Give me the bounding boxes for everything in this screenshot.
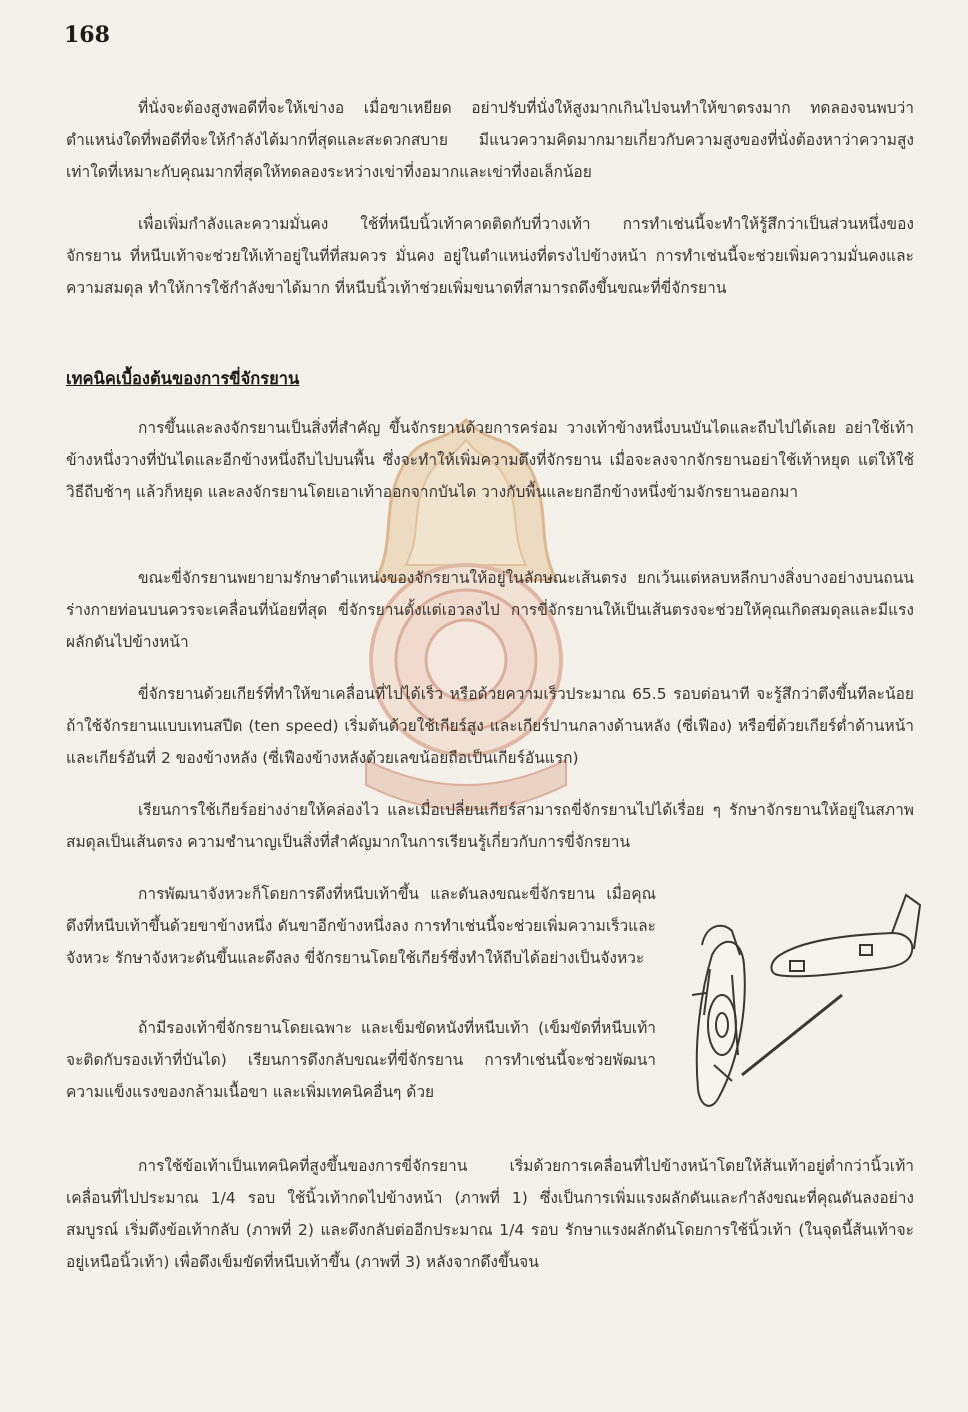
paragraph-rhythm: การพัฒนาจังหวะก็โดยการดึงที่หนีบเท้าขึ้น และดันลงขณะขี่จักรยาน เมื่อคุณดึงที่หนีบเท้าขึ้นด้วยขาข้างหนึ่ง ดันขาอีกข้างหนึ่งลง การทำเช่นนี้จะช่วยเพิ่มความเร็วและจังหวะ รักษาจังหวะดันขึ้นและดึงลง ขี่จักรยานโดยใช้เกียร์ซึ่งทำให้ถีบได้อย่างเป็นจังหวะ [66,885,656,967]
paragraph-seat-height: ที่นั่งจะต้องสูงพอดีที่จะให้เข่างอ เมื่อขาเหยียด อย่าปรับที่นั่งให้สูงมากเกินไปจนทำให้ขาตรงมาก ทดลองจนพบว่าตำแหน่งใดที่พอดีที่จะให้กำลังได้มากที่สุดและสะดวกสบาย มีแนวความคิดมากมายเกี่ยวกับความสูงของที่นั่งต้องหาว่าความสูงเท่าใดที่เหมาะกับคุณมากที่สุดให้ทดลองระหว่างเข่าที่งอมากและเข่าที่งอเล็กน้อย [66,99,914,181]
paragraph-mount: การขึ้นและลงจักรยานเป็นสิ่งที่สำคัญ ขึ้นจักรยานด้วยการคร่อม วางเท้าข้างหนึ่งบนบันไดและถีบไปได้เลย อย่าใช้เท้าข้างหนึ่งวางที่บันไดและอีกข้างหนึ่งถีบไปบนพื้น ซึ่งจะทำให้เพิ่มความตึงที่จักรยาน เมื่อจะลงจากจักรยานอย่าใช้เท้าหยุด แต่ให้ใช้วิธีถีบช้าๆ แล้วก็หยุด และลงจักรยานโดยเอาเท้าออกจากบันได วางกับพื้นและยกอีกข้างหนึ่งข้ามจักรยานออกมา [66,419,914,501]
section-heading: เทคนิคเบื้องต้นของการขี่จักรยาน [66,369,300,388]
pedal-illustration [692,875,924,1127]
paragraph-cycling-shoes: ถ้ามีรองเท้าขี่จักรยานโดยเฉพาะ และเข็มขัดหนังที่หนีบเท้า (เข็มขัดที่หนีบเท้าจะติดกับรองเท้าที่บันได) เรียนการดึงกลับขณะที่ขี่จักรยาน การทำเช่นนี้จะช่วยพัฒนาความแข็งแรงของกล้ามเนื้อขา และเพิ่มเทคนิคอื่นๆ ด้วย [66,1019,656,1101]
page-number: 168 [64,22,110,48]
paragraph-straight-line: ขณะขี่จักรยานพยายามรักษาตำแหน่งของจักรยานให้อยู่ในลักษณะเส้นตรง ยกเว้นแต่หลบหลีกบางสิ่งบางอย่างบนถนน ร่างกายท่อนบนควรจะเคลื่อนที่น้อยที่สุด ขี่จักรยานตั้งแต่เอวลงไป การขี่จักรยานให้เป็นเส้นตรงจะช่วยให้คุณเกิดสมดุลและมีแรงผลักดันไปข้างหน้า [66,569,914,651]
paragraph-ankling: การใช้ข้อเท้าเป็นเทคนิคที่สูงขึ้นของการขี่จักรยาน เริ่มด้วยการเคลื่อนที่ไปข้างหน้าโดยให้ส้นเท้าอยู่ต่ำกว่านิ้วเท้า เคลื่อนที่ไปประมาณ 1/4 รอบ ใช้นิ้วเท้ากดไปข้างหน้า (ภาพที่ 1) ซึ่งเป็นการเพิ่มแรงผลักดันและกำลังขณะที่คุณดันลงอย่างสมบูรณ์ เริ่มดึงข้อเท้ากลับ (ภาพที่ 2) และดึงกลับต่ออีกประมาณ 1/4 รอบ รักษาแรงผลักดันโดยการใช้นิ้วเท้า (ในจุดนี้ส้นเท้าจะอยู่เหนือนิ้วเท้า) เพื่อดึงเข็มขัดที่หนีบเท้าขึ้น (ภาพที่ 3) หลังจากดึงขึ้นจน [66,1157,914,1271]
paragraph-gears: ขี่จักรยานด้วยเกียร์ที่ทำให้ขาเคลื่อนที่ไปได้เร็ว หรือด้วยความเร็วประมาณ 65.5 รอบต่อนาที จะรู้สึกว่าตึงขึ้นทีละน้อย ถ้าใช้จักรยานแบบเทนสปีด (ten speed) เริ่มต้นด้วยใช้เกียร์สูง และเกียร์ปานกลางด้านหลัง (ซี่เฟือง) หรือขี่ด้วยเกียร์ต่ำด้านหน้า และเกียร์อันที่ 2 ของข้างหลัง (ซี่เฟืองข้างหลังด้วยเลขน้อยถือเป็นเกียร์อันแรก) [66,685,914,767]
paragraph-gear-practice: เรียนการใช้เกียร์อย่างง่ายให้คล่องไว และเมื่อเปลี่ยนเกียร์สามารถขี่จักรยานไปได้เรื่อย ๆ รักษาจักรยานให้อยู่ในสภาพสมดุลเป็นเส้นตรง ความชำนาญเป็นสิ่งที่สำคัญมากในการเรียนรู้เกี่ยวกับการขี่จักรยาน [66,801,914,851]
paragraph-toe-clips: เพื่อเพิ่มกำลังและความมั่นคง ใช้ที่หนีบนิ้วเท้าคาดติดกับที่วางเท้า การทำเช่นนี้จะทำให้รู้สึกว่าเป็นส่วนหนึ่งของจักรยาน ที่หนีบเท้าจะช่วยให้เท้าอยู่ในที่ที่สมควร มั่นคง อยู่ในตำแหน่งที่ตรงไปข้างหน้า การทำเช่นนี้จะช่วยเพิ่มความมั่นคงและความสมดุล ทำให้การใช้กำลังขาได้มาก ที่หนีบนิ้วเท้าช่วยเพิ่มขนาดที่สามารถดึงขึ้นขณะที่ขี่จักรยาน [66,215,914,297]
